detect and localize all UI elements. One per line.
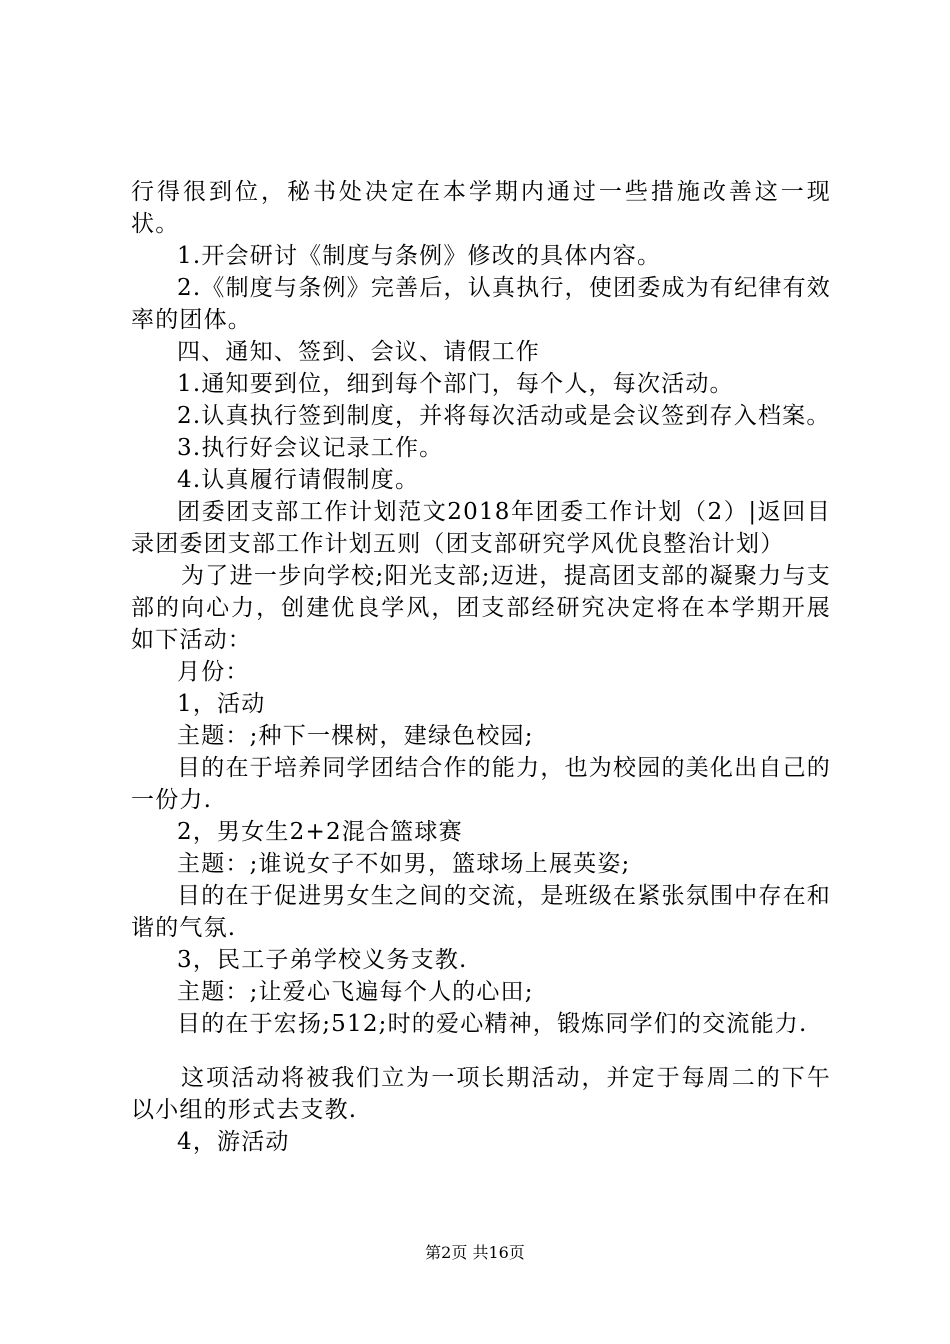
paragraph: 主题：;让爱心飞遍每个人的心田; xyxy=(177,979,534,1005)
paragraph: 目的在于培养同学团结合作的能力，也为校园的美化出自己的一份力. xyxy=(131,755,831,813)
paragraph-gap xyxy=(131,1040,831,1062)
paragraph: 2.《制度与条例》完善后，认真执行，使团委成为有纪律有效率的团体。 xyxy=(131,275,831,333)
paragraph: 主题：;谁说女子不如男，篮球场上展英姿; xyxy=(177,851,631,877)
paragraph: 2，男女生2+2混合篮球赛 xyxy=(177,819,463,845)
paragraph: 目的在于促进男女生之间的交流，是班级在紧张氛围中存在和谐的气氛. xyxy=(131,883,831,941)
paragraph: 4，游活动 xyxy=(177,1129,290,1155)
page-number-label: 第2页 共16页 xyxy=(425,1243,525,1262)
paragraph: 四、通知、签到、会议、请假工作 xyxy=(177,339,540,365)
paragraph: 1.通知要到位，细到每个部门，每个人，每次活动。 xyxy=(177,371,734,397)
paragraph: 主题：;种下一棵树，建绿色校园; xyxy=(177,723,534,749)
paragraph: 为了进一步向学校;阳光支部;迈进，提高团支部的凝聚力与支部的向心力，创建优良学风，团支部经研究决定将在本学期开展如下活动： xyxy=(131,563,831,653)
paragraph: 1，活动 xyxy=(177,691,266,717)
paragraph: 行得很到位，秘书处决定在本学期内通过一些措施改善这一现状。 xyxy=(131,179,831,237)
document-body xyxy=(131,176,831,1158)
paragraph: 团委团支部工作计划范文2018年团委工作计划（2）|返回目录团委团支部工作计划五则（团支部研究学风优良整治计划） xyxy=(131,499,831,557)
paragraph: 3，民工子弟学校义务支教. xyxy=(177,947,468,973)
paragraph: 3.执行好会议记录工作。 xyxy=(177,435,444,461)
paragraph: 4.认真履行请假制度。 xyxy=(177,467,420,493)
paragraph: 这项活动将被我们立为一项长期活动，并定于每周二的下午以小组的形式去支教. xyxy=(131,1065,831,1123)
paragraph: 目的在于宏扬;512;时的爱心精神，锻炼同学们的交流能力. xyxy=(177,1011,808,1037)
paragraph: 月份： xyxy=(177,659,250,685)
page-footer xyxy=(0,1243,950,1263)
paragraph: 1.开会研讨《制度与条例》修改的具体内容。 xyxy=(177,243,662,269)
paragraph: 2.认真执行签到制度，并将每次活动或是会议签到存入档案。 xyxy=(177,403,831,429)
